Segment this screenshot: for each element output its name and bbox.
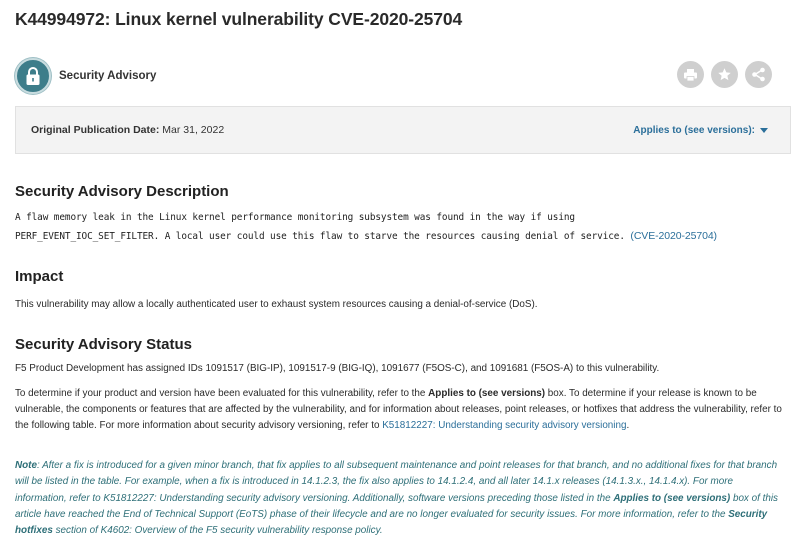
description-line-1: A flaw memory leak in the Linux kernel performance monitoring subsystem was found in the way if using bbox=[15, 212, 575, 223]
fix-note bbox=[15, 458, 785, 539]
description-heading: Security Advisory Description bbox=[15, 183, 229, 200]
publication-bar bbox=[15, 106, 791, 154]
impact-text: This vulnerability may allow a locally authenticated user to exhaust system resources causing a denial-of-service (DoS). bbox=[15, 299, 538, 310]
star-icon bbox=[717, 67, 732, 82]
print-button[interactable] bbox=[677, 61, 704, 88]
description-line-2-text: PERF_EVENT_IOC_SET_FILTER. A local user could use this flaw to starve the resources causing denial of service. bbox=[15, 231, 625, 242]
status-evaluation-part: box. To determine if your release is known to be vulnerable, the components or features that are affected by the vulnerability, and for information about releases, point releases, or hotfixes that address the vulnerability, refer to the following table. For more information about security advisory versioning, refer to bbox=[15, 388, 782, 432]
applies-to-emphasis: Applies to (see versions) bbox=[428, 388, 546, 399]
status-heading: Security Advisory Status bbox=[15, 336, 193, 353]
advisory-type bbox=[15, 58, 156, 94]
applies-to-dropdown[interactable] bbox=[633, 125, 768, 136]
applies-to-label: Applies to (see versions): bbox=[633, 125, 755, 136]
status-evaluation-text bbox=[15, 386, 785, 435]
note-text: box of this article have reached the End of Technical Support (EoTS) phase of their lifecycle and are no longer evaluated for security issues. For more information, refer to the bbox=[15, 492, 778, 520]
share-icon bbox=[751, 67, 766, 82]
impact-heading: Impact bbox=[15, 268, 64, 285]
note-applies-emphasis: Applies to (see versions) bbox=[613, 492, 731, 504]
note-label: Note bbox=[15, 460, 37, 471]
status-evaluation-part: To determine if your product and version have been evaluated for this vulnerability, refer to the bbox=[15, 388, 429, 399]
article-actions bbox=[677, 61, 772, 88]
description-line-2 bbox=[15, 230, 717, 242]
status-evaluation-part: . bbox=[626, 420, 630, 432]
note-text: : After a fix is introduced for a given minor branch, that fix applies to all subsequent maintenance and point releases for that branch, and no additional fixes for that branch will be listed in the table. For example, when a fix is introduced in 14.1.2.3, the fix also applies to 14.1.2.4, and all later 14.1.x releases (14.1.3.x., 14.1.4.x). For more information, refer to K51812227: Understanding security advisory versioning. Additionally, software versions preceding those listed in the bbox=[15, 460, 778, 504]
publication-date-label: Original Publication Date: bbox=[31, 124, 160, 136]
note-hotfixes-emphasis: Security hotfixes bbox=[15, 508, 768, 537]
note-text: section of K4602: Overview of the F5 security vulnerability response policy. bbox=[52, 525, 383, 537]
cve-link[interactable]: (CVE-2020-25704) bbox=[630, 230, 717, 242]
lock-icon bbox=[15, 58, 51, 94]
printer-icon bbox=[683, 68, 698, 82]
caret-down-icon bbox=[760, 128, 768, 133]
publication-date bbox=[31, 124, 224, 136]
versioning-link[interactable]: K51812227: Understanding security advisory versioning bbox=[382, 420, 627, 432]
page-title: K44994972: Linux kernel vulnerability CVE-2020-25704 bbox=[15, 9, 463, 29]
favorite-button[interactable] bbox=[711, 61, 738, 88]
share-button[interactable] bbox=[745, 61, 772, 88]
publication-date-value: Mar 31, 2022 bbox=[162, 124, 225, 136]
status-ids-text: F5 Product Development has assigned IDs 1091517 (BIG-IP), 1091517-9 (BIG-IQ), 1091677 (F5OS-C), and 1091681 (F5OS-A) to this vulnerability. bbox=[15, 363, 660, 374]
advisory-type-label: Security Advisory bbox=[59, 70, 157, 82]
